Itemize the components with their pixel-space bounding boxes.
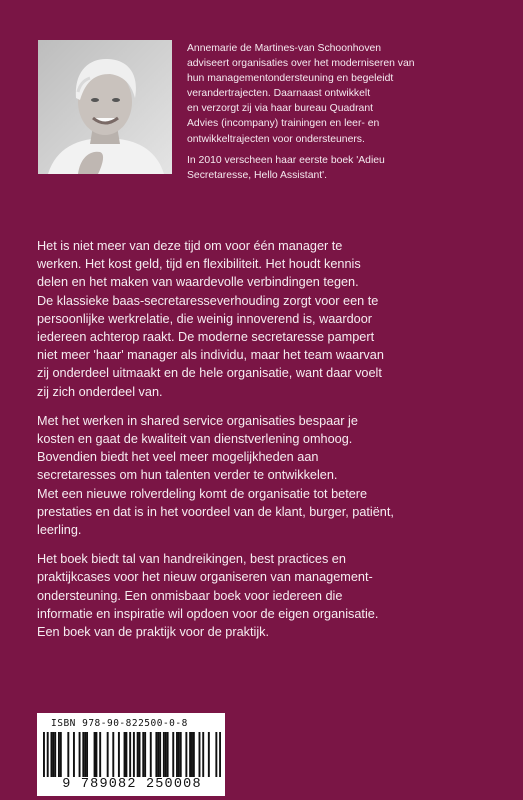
barcode-bar — [129, 732, 131, 777]
barcode-bar — [191, 732, 193, 777]
text-line: werken. Het kost geld, tijd en flexibiliteit. Het houdt kennis — [37, 257, 361, 272]
barcode-bar — [73, 732, 75, 777]
bio-line: ontwikkeltrajecten voor ondersteuners. — [187, 133, 365, 145]
bio-line: In 2010 verscheen haar eerste boek 'Adieu — [187, 154, 385, 166]
barcode-bar — [178, 732, 180, 777]
bio-line: verandertrajecten. Daarnaast ontwikkelt — [187, 88, 371, 100]
barcode-bar — [163, 732, 165, 777]
barcode-bars — [43, 732, 221, 777]
barcode-bar — [202, 732, 204, 777]
barcode-bar — [155, 732, 157, 777]
bio-line: en verzorgt zij via haar bureau Quadrant — [187, 103, 373, 115]
text-line: persoonlijke werkrelatie, die weinig innoverend is, waardoor — [37, 311, 372, 326]
barcode-bar — [86, 732, 88, 777]
barcode-bar — [84, 732, 86, 777]
barcode-bar — [125, 732, 127, 777]
barcode-bar — [159, 732, 161, 777]
barcode-bar — [94, 732, 96, 777]
barcode-bar — [193, 732, 195, 777]
isbn-barcode — [37, 713, 225, 796]
barcode-bar — [208, 732, 210, 777]
barcode-bar — [219, 732, 221, 777]
bio-paragraph — [187, 41, 487, 147]
text-line: ondersteuning. Een onmisbaar boek voor iedereen die — [37, 588, 343, 603]
bio-line: Annemarie de Martines-van Schoonhoven — [187, 43, 382, 54]
barcode-bar — [50, 732, 52, 777]
text-line: informatie en inspiratie wil opdoen voor de eigen organisatie. — [37, 606, 379, 621]
bio-line: adviseert organisaties over het moderniseren van — [187, 58, 415, 70]
barcode-bar — [176, 732, 178, 777]
text-line: zij onderdeel uitmaakt en de hele organisatie, want daar voelt — [37, 366, 382, 381]
text-line: Met het werken in shared service organisaties bespaar je — [37, 413, 358, 428]
blurb-text — [37, 237, 497, 641]
barcode-bar — [133, 732, 135, 777]
barcode-bar — [112, 732, 114, 777]
author-portrait-icon — [38, 40, 172, 174]
barcode-bar — [67, 732, 69, 777]
blurb-paragraph-3 — [37, 550, 497, 641]
barcode-bar — [95, 732, 97, 777]
blurb-paragraph-1 — [37, 237, 497, 401]
text-line: Bovendien biedt het veel meer mogelijkheden aan — [37, 450, 319, 465]
barcode-digits: 9 789082 250008 — [62, 777, 202, 792]
text-line: niet meer 'haar' manager als individu, maar het team waarvan — [37, 348, 384, 363]
text-line: delen en het maken van waardevolle verbindingen tegen. — [37, 275, 359, 290]
barcode-bar — [79, 732, 81, 777]
barcode-bar — [52, 732, 54, 777]
bio-line: hun managementondersteuning en begeleidt — [187, 73, 394, 85]
isbn-label: ISBN 978-90-822500-0-8 — [51, 718, 188, 729]
author-bio — [187, 41, 487, 183]
text-line: Een boek van de praktijk voor de praktijk. — [37, 625, 270, 640]
bio-line: Secretaresse, Hello Assistant'. — [187, 169, 328, 181]
barcode-bar — [54, 732, 56, 777]
text-line: De klassieke baas-secretaresseverhouding zorgt voor een te — [37, 293, 379, 308]
barcode-bar — [180, 732, 182, 777]
barcode-bar — [157, 732, 159, 777]
barcode-bar — [99, 732, 101, 777]
barcode-bar — [43, 732, 45, 777]
text-line: Het boek biedt tal van handreikingen, best practices en — [37, 552, 346, 567]
barcode-bar — [199, 732, 201, 777]
barcode-bar — [60, 732, 62, 777]
text-line: prestaties en dat is in het voordeel van de klant, burger, patiënt, — [37, 504, 394, 519]
barcode-bar — [137, 732, 139, 777]
bio-line: Advies (incompany) trainingen en leer- en — [187, 118, 380, 130]
author-photo — [38, 40, 172, 174]
bio-first-book — [187, 153, 487, 183]
barcode-bar — [118, 732, 120, 777]
barcode-bar — [58, 732, 60, 777]
barcode-bar — [189, 732, 191, 777]
text-line: kosten en gaat de kwaliteit van dienstverlening omhoog. — [37, 432, 353, 447]
barcode-bar — [107, 732, 109, 777]
barcode-bar — [215, 732, 217, 777]
barcode-bar — [144, 732, 146, 777]
barcode-bar — [172, 732, 174, 777]
barcode-bar — [124, 732, 126, 777]
barcode-bar — [165, 732, 167, 777]
barcode-bar — [185, 732, 187, 777]
text-line: iedereen achterop raakt. De moderne secretaresse pampert — [37, 330, 375, 345]
text-line: praktijkcases voor het nieuw organiseren van management- — [37, 570, 373, 585]
text-line: Met een nieuwe rolverdeling komt de organisatie tot betere — [37, 486, 368, 501]
barcode-bar — [167, 732, 169, 777]
text-line: leerling. — [37, 523, 82, 538]
text-line: Het is niet meer van deze tijd om voor één manager te — [37, 239, 343, 253]
barcode-bar — [142, 732, 144, 777]
barcode-bar — [150, 732, 152, 777]
text-line: zij zich onderdeel van. — [37, 384, 163, 399]
barcode-bar — [47, 732, 49, 777]
text-line: secretaresses om hun talenten verder te ontwikkelen. — [37, 468, 338, 483]
barcode-bar — [139, 732, 141, 777]
barcode-bar — [82, 732, 84, 777]
blurb-paragraph-2 — [37, 412, 497, 539]
